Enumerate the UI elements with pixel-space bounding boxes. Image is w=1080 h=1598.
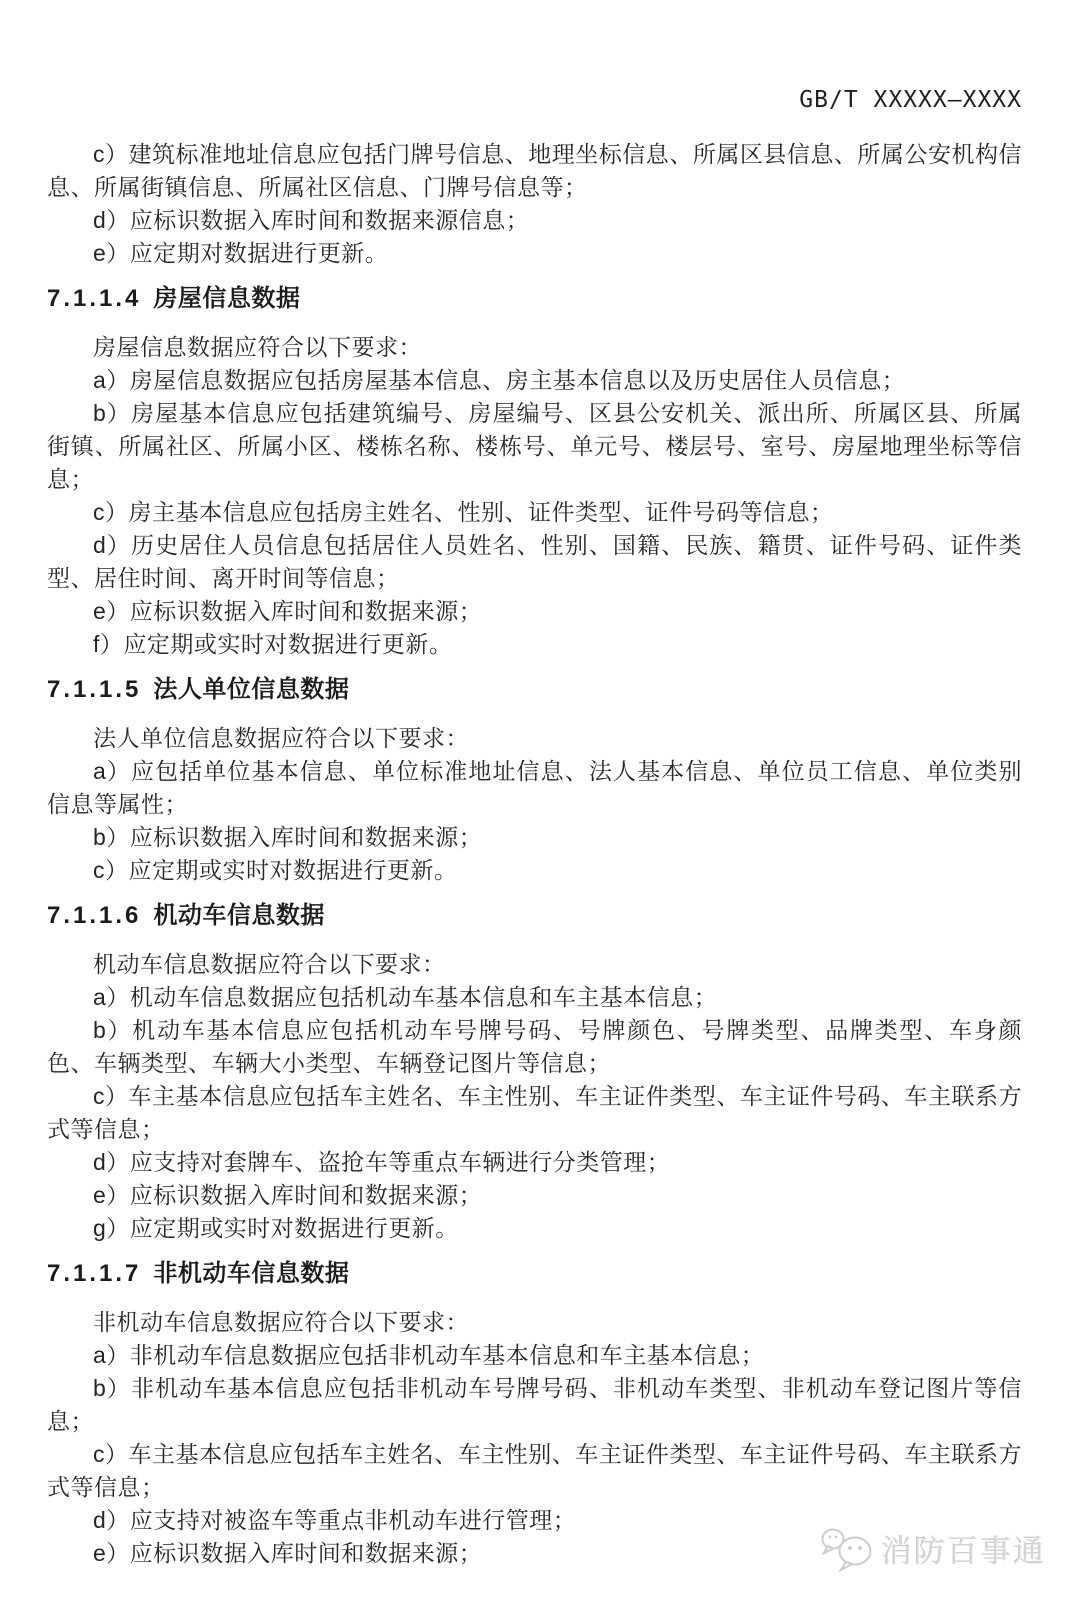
clause-item: d）应支持对套牌车、盗抢车等重点车辆进行分类管理；: [93, 1149, 671, 1175]
section-heading: [47, 675, 1022, 705]
section-title: 房屋信息数据: [153, 285, 301, 312]
clause-item: a）房屋信息数据应包括房屋基本信息、房主基本信息以及历史居住人员信息；: [93, 367, 906, 393]
section-title: 非机动车信息数据: [153, 1260, 350, 1287]
clause-item: c）车主基本信息应包括车主姓名、车主性别、车主证件类型、车主证件号码、车主联系方式等信息；: [47, 1441, 1022, 1500]
watermark-label: 消防百事通: [881, 1533, 1046, 1569]
doc-code-header: GB/T XXXXX—XXXX: [799, 87, 1022, 113]
section-intro: 非机动车信息数据应符合以下要求：: [93, 1309, 469, 1335]
clause-item: g）应定期或实时对数据进行更新。: [93, 1215, 459, 1241]
clause-item: c）建筑标准地址信息应包括门牌号信息、地理坐标信息、所属区县信息、所属公安机构信息、所属街镇信息、所属社区信息、门牌号信息等；: [47, 141, 1022, 200]
section-heading: [47, 284, 1022, 314]
document-body: [47, 138, 1022, 1570]
section-heading: [47, 1259, 1022, 1289]
clause-item: a）应包括单位基本信息、单位标准地址信息、法人基本信息、单位员工信息、单位类别信息等属性；: [47, 758, 1022, 817]
clause-item: e）应定期对数据进行更新。: [93, 240, 389, 266]
clause-item: b）机动车基本信息应包括机动车号牌号码、号牌颜色、号牌类型、品牌类型、车身颜色、车辆类型、车辆大小类型、车辆登记图片等信息；: [47, 1017, 1022, 1076]
section-intro: 房屋信息数据应符合以下要求：: [93, 334, 422, 360]
clause-item: d）应支持对被盗车等重点非机动车进行管理；: [93, 1507, 577, 1533]
section-intro: 机动车信息数据应符合以下要求：: [93, 951, 446, 977]
section-number: 7.1.1.5: [47, 676, 142, 703]
section-number: 7.1.1.4: [47, 285, 142, 312]
clause-item: a）非机动车信息数据应包括非机动车基本信息和车主基本信息；: [93, 1342, 765, 1368]
section-intro: 法人单位信息数据应符合以下要求：: [93, 725, 469, 751]
clause-item: b）非机动车基本信息应包括非机动车号牌号码、非机动车类型、非机动车登记图片等信息；: [47, 1375, 1022, 1434]
clause-item: b）房屋基本信息应包括建筑编号、房屋编号、区县公安机关、派出所、所属区县、所属街镇、所属社区、所属小区、楼栋名称、楼栋号、单元号、楼层号、室号、房屋地理坐标等信息；: [47, 400, 1022, 492]
section-title: 机动车信息数据: [153, 902, 325, 929]
clause-item: b）应标识数据入库时间和数据来源；: [93, 824, 483, 850]
clause-item: d）应标识数据入库时间和数据来源信息；: [93, 207, 530, 233]
section-number: 7.1.1.7: [47, 1260, 142, 1287]
clause-item: c）车主基本信息应包括车主姓名、车主性别、车主证件类型、车主证件号码、车主联系方式等信息；: [47, 1083, 1022, 1142]
wechat-logo-icon: [819, 1524, 875, 1572]
section-title: 法人单位信息数据: [153, 676, 350, 703]
clause-item: c）应定期或实时对数据进行更新。: [93, 857, 458, 883]
clause-item: e）应标识数据入库时间和数据来源；: [93, 598, 483, 624]
section-number: 7.1.1.6: [47, 902, 142, 929]
clause-item: e）应标识数据入库时间和数据来源；: [93, 1182, 483, 1208]
clause-item: c）房主基本信息应包括房主姓名、性别、证件类型、证件号码等信息；: [93, 499, 834, 525]
clause-item: a）机动车信息数据应包括机动车基本信息和车主基本信息；: [93, 984, 718, 1010]
clause-item: d）历史居住人员信息包括居住人员姓名、性别、国籍、民族、籍贯、证件号码、证件类型、居住时间、离开时间等信息；: [47, 532, 1022, 591]
clause-item: e）应标识数据入库时间和数据来源；: [93, 1540, 483, 1566]
section-heading: [47, 901, 1022, 931]
watermark: [819, 1524, 1046, 1572]
clause-item: f）应定期或实时对数据进行更新。: [93, 631, 453, 657]
